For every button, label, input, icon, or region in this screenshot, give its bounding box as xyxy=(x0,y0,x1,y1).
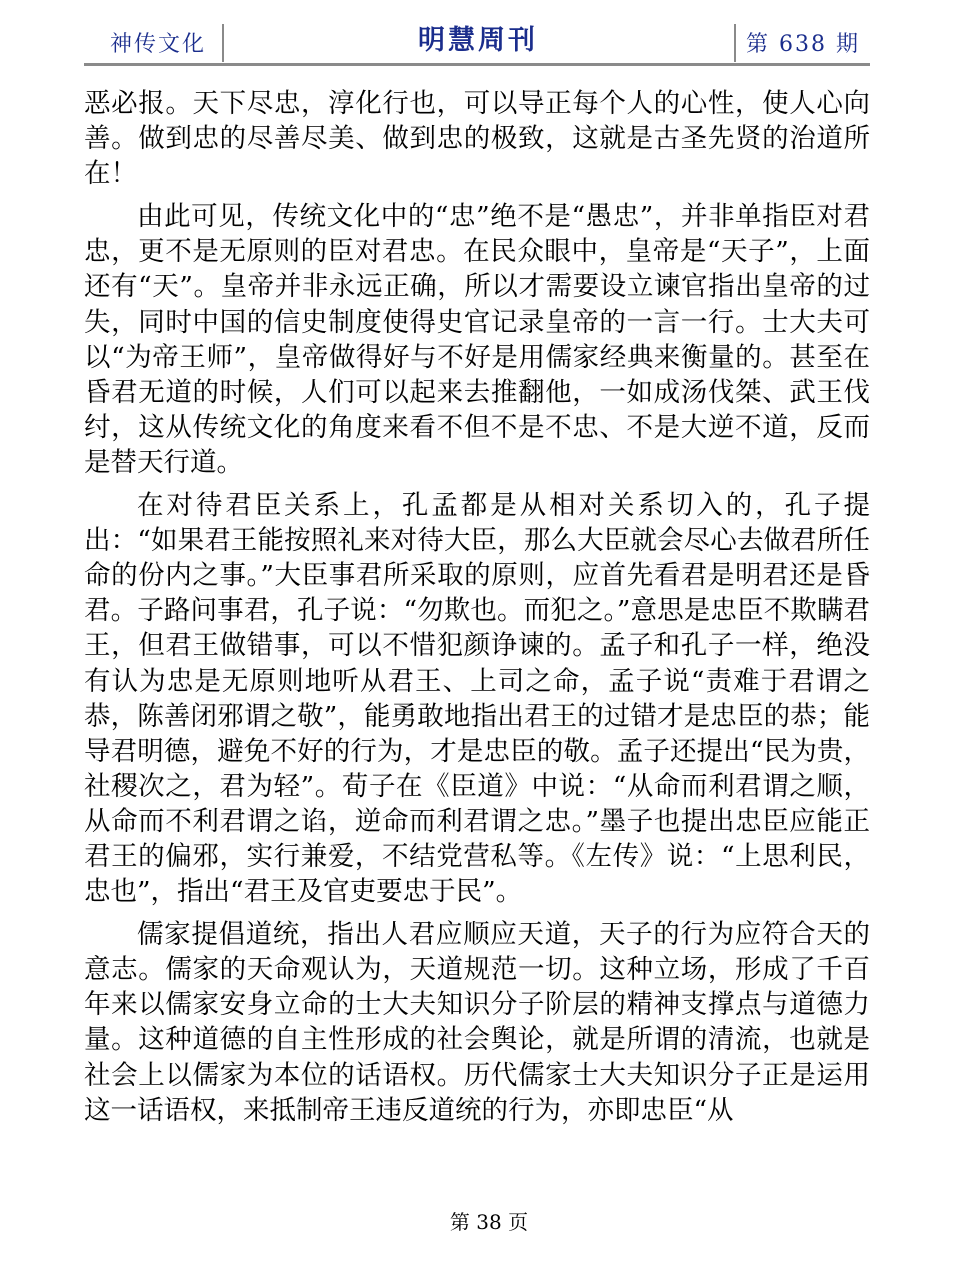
paragraph-continued: 恶必报。天下尽忠，淳化行也，可以导正每个人的心性，使人心向善。做到忠的尽善尽美、做到忠的极致，这就是古圣先贤的治道所在！ xyxy=(84,88,870,190)
publication-title: 明慧周刊 xyxy=(418,25,538,56)
section-title: 神传文化 xyxy=(110,32,207,57)
paragraph: 在对待君臣关系上，孔孟都是从相对关系切入的，孔子提出：“如果君王能按照礼来对待大臣，那么大臣就会尽心去做君所任命的份内之事。”大臣事君所采取的原则，应首先看君是明君还是昏君。子路问事君，孔子说：“勿欺也。而犯之。”意思是忠臣不欺瞒君王，但君王做错事，可以不惜犯颜诤谏的。孟子和孔子一样，绝没有认为忠是无原则地听从君王、上司之命，孟子说“责难于君谓之恭，陈善闭邪谓之敬”，能勇敢地指出君王的过错才是忠臣的恭；能导君明德，避免不好的行为，才是忠臣的敬。孟子还提出“民为贵，社稷次之，君为轻”。荀子在《臣道》中说：“从命而利君谓之顺，从命而不利君谓之谄，逆命而利君谓之忠。”墨子也提出忠臣应能正君王的偏邪，实行兼爱，不结党营私等。《左传》说：“上思利民，忠也”，指出“君王及官吏要忠于民”。 xyxy=(84,490,870,908)
header-divider xyxy=(734,24,736,62)
paragraph: 由此可见，传统文化中的“忠”绝不是“愚忠”，并非单指臣对君忠，更不是无原则的臣对君忠。在民众眼中，皇帝是“天子”，上面还有“天”。皇帝并非永远正确，所以才需要设立谏官指出皇帝的过失，同时中国的信史制度使得史官记录皇帝的一言一行。士大夫可以“为帝王师”，皇帝做得好与不好是用儒家经典来衡量的。甚至在昏君无道的时候，人们可以起来去推翻他，一如成汤伐桀、武王伐纣，这从传统文化的角度来看不但不是不忠、不是大逆不道，反而是替天行道。 xyxy=(84,201,870,478)
paragraph: 儒家提倡道统，指出人君应顺应天道，天子的行为应符合天的意志。儒家的天命观认为，天道规范一切。这种立场，形成了千百年来以儒家安身立命的士大夫知识分子阶层的精神支撑点与道德力量。这种道德的自主性形成的社会舆论，就是所谓的清流，也就是社会上以儒家为本位的话语权。历代儒家士大夫知识分子正是运用这一话语权，来抵制帝王违反道统的行为，亦即忠臣“从 xyxy=(84,919,870,1126)
article-body xyxy=(84,86,870,1136)
page-header xyxy=(84,24,870,66)
page-number: 第 38 页 xyxy=(449,1210,529,1234)
issue-number: 第 638 期 xyxy=(746,32,860,57)
header-rule xyxy=(84,63,870,66)
